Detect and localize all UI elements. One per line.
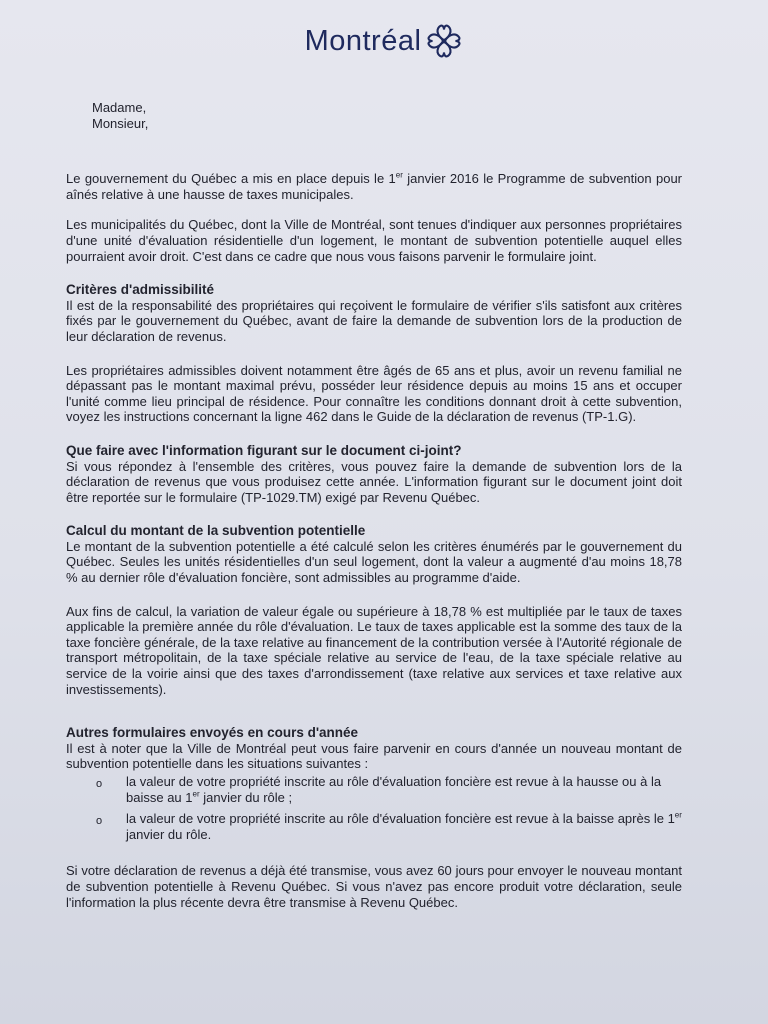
heading-que-faire: Que faire avec l'information figurant sur le document ci-joint? <box>66 442 462 458</box>
list-item: o la valeur de votre propriété inscrite au rôle d'évaluation foncière est revue à la baisse après le 1er janvier du rôle. <box>96 810 682 842</box>
criteres-paragraph-2: Les propriétaires admissibles doivent notamment être âgés de 65 ans et plus, avoir un revenu familial ne dépassant pas le montant maximal prévu, posséder leur résidence depuis au moins 15 ans et occuper l'unité comme lieu principal de résidence. Pour connaître les conditions donnant droit à cette subvention, voyez les instructions concernant la ligne 462 dans le Guide de la déclaration de revenus (TP-1.G). <box>66 362 682 425</box>
calcul-paragraph-1: Le montant de la subvention potentielle a été calculé selon les critères énumérés par le gouvernement du Québec. Seules les unités résidentielles d'un seul logement, dont la valeur a augmenté d'au moins 18,78 % au dernier rôle d'évaluation foncière, sont admissibles au programme d'aide. <box>66 538 682 586</box>
superscript-er: er <box>674 810 682 820</box>
heading-criteres: Critères d'admissibilité <box>66 282 215 298</box>
letter-header <box>0 22 768 60</box>
calcul-paragraph-2: Aux fins de calcul, la variation de valeur égale ou supérieure à 18,78 % est multipliée par le taux de taxes applicable la première année du rôle d'évaluation. Le taux de taxes applicable est la somme des taux de la taxe foncière générale, de la taxe relative au financement de la contribution versée à l'Autorité régionale de transport métropolitain, de la taxe spéciale relative au service de l'eau, de la taxe spéciale relative au service de la voirie ainsi que des taxes d'arrondissement (taxe relative aux services et taxe relative aux investissements). <box>66 603 682 697</box>
salutation-madame: Madame, <box>92 100 147 115</box>
salutation-monsieur: Monsieur, <box>92 115 149 131</box>
criteres-paragraph-1: Il est de la responsabilité des propriétaires qui reçoivent le formulaire de vérifier s'ils satisfont aux critères fixés par le gouvernement du Québec, avant de faire la demande de subvention lors de la production de leur déclaration de revenus. <box>66 297 682 344</box>
heading-autres: Autres formulaires envoyés en cours d'année <box>66 725 359 741</box>
superscript-er: er <box>192 789 200 799</box>
autres-paragraph-1: Il est à noter que la Ville de Montréal peut vous faire parvenir en cours d'année un nouveau montant de subvention potentielle dans les situations suivantes : <box>66 740 682 772</box>
letter-body <box>66 100 682 910</box>
bullet-icon: o <box>96 778 103 790</box>
intro-paragraph-2: Les municipalités du Québec, dont la Ville de Montréal, sont tenues d'indiquer aux personnes propriétaires d'une unité d'évaluation résidentielle d'un logement, le montant de subvention potentielle auquel elles pourraient avoir droit. C'est dans ce cadre que nous vous faisons parvenir le formulaire joint. <box>66 217 682 264</box>
intro-paragraph-1: Le gouvernement du Québec a mis en place depuis le 1er janvier 2016 le Programme de subvention pour aînés relative à une hausse de taxes municipales. <box>66 170 683 202</box>
heading-calcul: Calcul du montant de la subvention potentielle <box>66 523 366 539</box>
autres-paragraph-2: Si votre déclaration de revenus a déjà été transmise, vous avez 60 jours pour envoyer le nouveau montant de subvention potentielle à Revenu Québec. Si vous n'avez pas encore produit votre déclaration, seule l'information la plus récente devra être transmise à Revenu Québec. <box>66 863 682 910</box>
list-item: o la valeur de votre propriété inscrite au rôle d'évaluation foncière est revue à la hausse ou à la baisse au 1er janvier du rôle ; <box>96 774 662 805</box>
superscript-er: er <box>395 170 403 180</box>
que-faire-paragraph: Si vous répondez à l'ensemble des critères, vous pouvez faire la demande de subvention lors de la déclaration de revenus que vous produisez cette année. L'information figurant sur le document joint doit être reportée sur le formulaire (TP-1029.TM) exigé par Revenu Québec. <box>66 458 682 505</box>
salutation <box>66 100 682 131</box>
four-petal-flower-icon <box>425 22 463 60</box>
montreal-logo-text: Montréal <box>304 24 422 57</box>
situations-list <box>66 774 682 842</box>
bullet-icon: o <box>96 815 103 828</box>
